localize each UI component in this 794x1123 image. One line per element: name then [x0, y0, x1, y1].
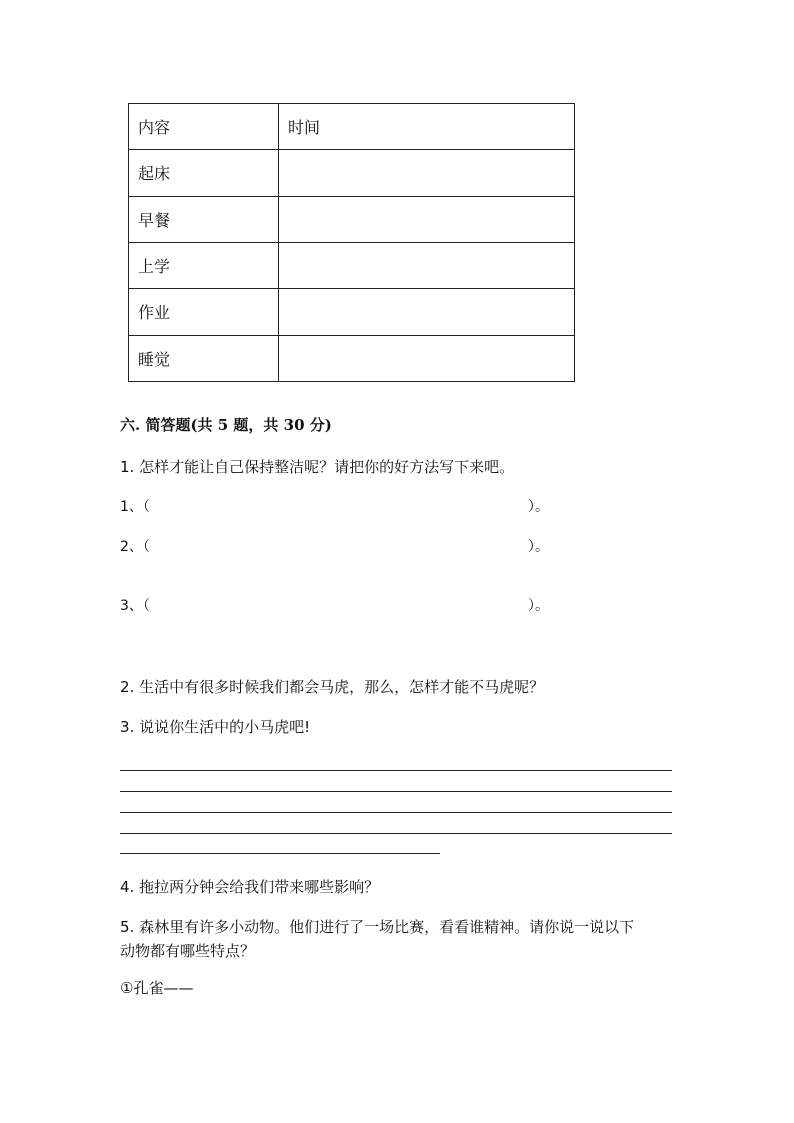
- answer-line[interactable]: [120, 791, 672, 792]
- question-4-text: 4. 拖拉两分钟会给我们带来哪些影响？: [120, 878, 380, 896]
- answer-line-short[interactable]: [120, 853, 440, 854]
- table-row: [129, 242, 575, 288]
- section-title: 六. 简答题(共 5 题，共 30 分): [120, 416, 332, 434]
- table-cell-activity: 上学: [129, 242, 279, 288]
- question-5-line-2: 动物都有哪些特点？: [120, 942, 256, 960]
- table-cell-time[interactable]: [279, 196, 575, 242]
- question-5-item-1: ①孔雀——: [120, 979, 194, 997]
- table-header-cell: 时间: [279, 104, 575, 150]
- table-cell-activity: 起床: [129, 150, 279, 196]
- table-row: [129, 289, 575, 335]
- table-row: [129, 335, 575, 381]
- question-5-line-1: 5. 森林里有许多小动物。他们进行了一场比赛，看看谁精神。请你说一说以下: [120, 918, 635, 936]
- answer-blank-3-open[interactable]: 3、（: [120, 598, 150, 614]
- table-cell-time[interactable]: [279, 335, 575, 381]
- table-cell-activity: 作业: [129, 289, 279, 335]
- answer-blank-1-close: ）。: [528, 499, 549, 515]
- table-row: [129, 196, 575, 242]
- table-cell-activity: 早餐: [129, 196, 279, 242]
- answer-line[interactable]: [120, 770, 672, 771]
- answer-blank-3-close: ）。: [528, 598, 549, 614]
- table-cell-time[interactable]: [279, 150, 575, 196]
- answer-blank-2-close: ）。: [528, 539, 549, 555]
- table-cell-time[interactable]: [279, 289, 575, 335]
- question-2-text: 2. 生活中有很多时候我们都会马虎，那么，怎样才能不马虎呢？: [120, 678, 545, 696]
- table-cell-time[interactable]: [279, 242, 575, 288]
- table-row: [129, 150, 575, 196]
- table-cell-activity: 睡觉: [129, 335, 279, 381]
- answer-line[interactable]: [120, 833, 672, 834]
- answer-blank-1-open[interactable]: 1、（: [120, 499, 150, 515]
- schedule-table: [128, 103, 575, 382]
- answer-blank-2-open[interactable]: 2、（: [120, 539, 150, 555]
- table-header-cell: 内容: [129, 104, 279, 150]
- question-3-text: 3. 说说你生活中的小马虎吧!: [120, 718, 311, 736]
- question-1-text: 1. 怎样才能让自己保持整洁呢？请把你的好方法写下来吧。: [120, 458, 515, 476]
- answer-line[interactable]: [120, 812, 672, 813]
- table-header-row: [129, 104, 575, 150]
